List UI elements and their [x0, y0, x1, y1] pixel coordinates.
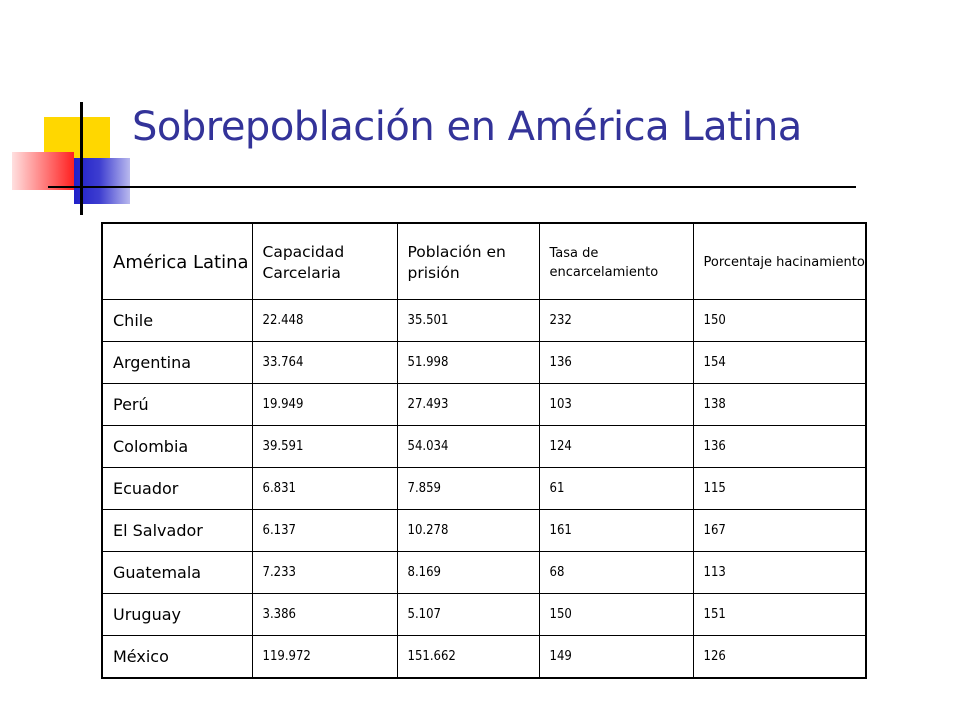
table-row	[102, 510, 866, 552]
country-cell: Colombia	[102, 426, 252, 468]
overcrowding-cell: 136	[693, 426, 866, 468]
capacity-cell: 6.831	[252, 468, 397, 510]
capacity-cell: 39.591	[252, 426, 397, 468]
capacity-cell: 119.972	[252, 636, 397, 679]
capacity-cell: 6.137	[252, 510, 397, 552]
capacity-cell: 3.386	[252, 594, 397, 636]
slide-title: Sobrepoblación en América Latina	[132, 104, 802, 150]
overcrowding-cell: 138	[693, 384, 866, 426]
table-row	[102, 594, 866, 636]
header-prison-population: Población en prisión	[397, 223, 539, 300]
table-row	[102, 426, 866, 468]
population-cell: 54.034	[397, 426, 539, 468]
country-cell: Uruguay	[102, 594, 252, 636]
capacity-cell: 19.949	[252, 384, 397, 426]
country-cell: México	[102, 636, 252, 679]
rate-cell: 61	[539, 468, 693, 510]
population-cell: 151.662	[397, 636, 539, 679]
capacity-cell: 22.448	[252, 300, 397, 342]
rate-cell: 161	[539, 510, 693, 552]
country-cell: Perú	[102, 384, 252, 426]
rate-cell: 136	[539, 342, 693, 384]
prison-overpopulation-table	[101, 222, 867, 679]
table-row	[102, 468, 866, 510]
rate-cell: 103	[539, 384, 693, 426]
rate-cell: 68	[539, 552, 693, 594]
population-cell: 7.859	[397, 468, 539, 510]
overcrowding-cell: 150	[693, 300, 866, 342]
country-cell: Ecuador	[102, 468, 252, 510]
table-row	[102, 636, 866, 679]
title-underline	[48, 186, 856, 188]
header-overcrowding-percentage: Porcentaje hacinamiento	[693, 223, 866, 300]
table-row	[102, 342, 866, 384]
overcrowding-cell: 154	[693, 342, 866, 384]
population-cell: 35.501	[397, 300, 539, 342]
logo-vertical-line	[80, 102, 83, 215]
rate-cell: 124	[539, 426, 693, 468]
header-region: América Latina	[102, 223, 252, 300]
population-cell: 8.169	[397, 552, 539, 594]
red-square	[12, 152, 74, 190]
overcrowding-cell: 151	[693, 594, 866, 636]
decorative-squares-logo	[0, 0, 140, 230]
population-cell: 27.493	[397, 384, 539, 426]
country-cell: Chile	[102, 300, 252, 342]
capacity-cell: 7.233	[252, 552, 397, 594]
table-row	[102, 384, 866, 426]
overcrowding-cell: 126	[693, 636, 866, 679]
overcrowding-cell: 113	[693, 552, 866, 594]
overcrowding-cell: 115	[693, 468, 866, 510]
rate-cell: 150	[539, 594, 693, 636]
rate-cell: 232	[539, 300, 693, 342]
country-cell: Argentina	[102, 342, 252, 384]
population-cell: 10.278	[397, 510, 539, 552]
overcrowding-cell: 167	[693, 510, 866, 552]
header-incarceration-rate: Tasa de encarcelamiento	[539, 223, 693, 300]
population-cell: 51.998	[397, 342, 539, 384]
country-cell: Guatemala	[102, 552, 252, 594]
table-row	[102, 300, 866, 342]
rate-cell: 149	[539, 636, 693, 679]
population-cell: 5.107	[397, 594, 539, 636]
table-row	[102, 552, 866, 594]
capacity-cell: 33.764	[252, 342, 397, 384]
table-header-row	[102, 223, 866, 300]
country-cell: El Salvador	[102, 510, 252, 552]
header-prison-capacity: Capacidad Carcelaria	[252, 223, 397, 300]
